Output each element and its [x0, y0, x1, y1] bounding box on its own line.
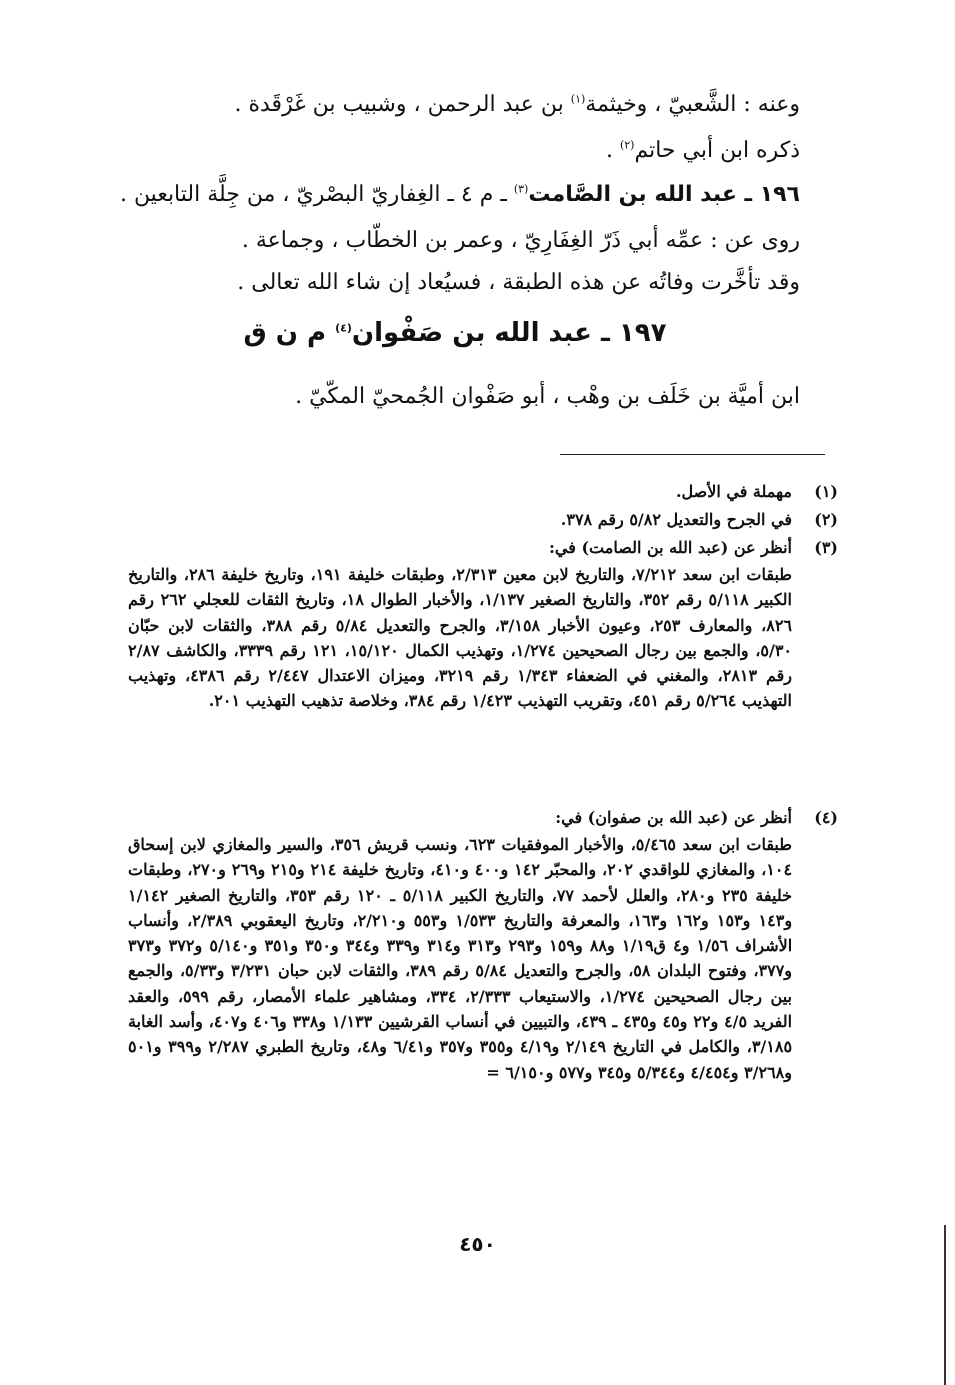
footnote-ref-4[interactable]: (٤)	[335, 321, 352, 335]
page-number: ٤٥٠	[459, 1232, 496, 1256]
footnote-1-number: (١)	[814, 482, 838, 501]
footnote-1-text: مهملة في الأصل.	[675, 482, 792, 501]
entry-197-codes: م ن ق	[243, 318, 327, 348]
footnote-2-number: (٢)	[814, 510, 838, 529]
footnote-4-body: طبقات ابن سعد ٥/٤٦٥، والأخبار الموفقيات ٦٢٣، ونسب قريش ٣٥٦، والسير والمغازي لابن إسحاق ١٠٤، والمغازي للواقدي ٢٠٢، والمحبّر ١٤٢ و٤٠٠ و٤١٠، وتاريخ خليفة ٢١٤ و٢١٥ و٢٦٩ و٢٧٠، وطبقات خليفة ٢٣٥ و٢٨٠، والعلل لأحمد ٧٧، والتاريخ الكبير ٥/١١٨ ـ ١٢٠ رقم ٣٥٣، والتاريخ الصغير ١/١٤٢ و١٤٣ و١٥٣ و١٦٢ و١٦٣، والمعرفة والتاريخ ١/٥٣٣ و٥٥٣ و٢/٢١٠، وتاريخ اليعقوبي ٢/٣٨٩، وأنساب الأشراف ١/٥٦ و٤ ق١/١٩ و٨٨ و١٥٩ و٢٩٣ و٣١٣ و٣١٤ و٣٣٩ و٣٤٤ و٣٥٠ و٣٥١ و٥/١٤٠ و٣٧٢ و٣٧٣ و٣٧٧، وفتوح البلدان ٥٨، والجرح والتعديل ٥/٨٤ رقم ٣٨٩، والثقات لابن حبان ٣/٢٣١ و٥/٣٣، والجمع بين رجال الصحيحين ١/٢٧٤، والاستيعاب ٢/٣٣٣، ٣٣٤، ومشاهير علماء الأمصار، رقم ٥٩٩، والعقد الفريد ٤/٥ و٢٢ و٤٥ و٤٣٥ ـ ٤٣٩، والتبيين في أنساب القرشيين ١/١٣٣ و٣٣٨ و٤٠٦ و٤٠٧، وأسد الغابة ٣/١٨٥، والكامل في التاريخ ٢/١٤٩ و٤/١٩ و٣٥٥ و٣٥٧ و٦/٤١ و٤٨، وتاريخ الطبري ٢/٢٨٧ و٣٩٩ و٥٠١ و٣/٢٦٨ و٤/٤٥٤ و٥/٣٤٤ و٣٤٥ و٥٧٧ و٦/١٥٠ =	[128, 835, 793, 1082]
line1-text: وعنه : الشَّعبيّ ، وخيثمة	[585, 92, 800, 117]
entry-197-heading	[110, 318, 800, 348]
footnote-4-text: أنظر عن (عبد الله بن صفوان) في:	[555, 808, 792, 827]
footnote-2	[128, 510, 838, 529]
line2-text: ذكره ابن أبي حاتم	[634, 138, 800, 163]
footnote-2-text: في الجرح والتعديل ٥/٨٢ رقم ٣٧٨.	[560, 510, 792, 529]
footnote-ref-2[interactable]: (٢)	[619, 138, 635, 152]
text-line-2	[100, 138, 800, 163]
footnote-ref-3[interactable]: (٣)	[513, 182, 529, 196]
footnote-3-text: أنظر عن (عبد الله بن الصامت) في:	[549, 538, 792, 557]
footnote-3-number: (٣)	[814, 538, 838, 557]
footnote-4	[128, 808, 838, 827]
text-line-5: وقد تأخَّرت وفاتُه عن هذه الطبقة ، فسيُعاد إن شاء الله تعالى .	[237, 270, 800, 295]
footnote-separator	[560, 454, 825, 455]
footnote-4-number: (٤)	[814, 808, 838, 827]
entry-196	[100, 182, 800, 207]
footnote-1	[128, 482, 838, 501]
text-line-1	[100, 92, 800, 117]
footnote-3	[128, 538, 838, 557]
text-line-4: روى عن : عمِّه أبي ذَرّ الغِفَارِيّ ، وعمر بن الخطّاب ، وجماعة .	[241, 228, 800, 253]
entry-196-rest: ـ م ٤ ـ الغِفاريّ البصْريّ ، من جِلَّة التابعين .	[119, 182, 507, 207]
entry-196-title: ١٩٦ ـ عبد الله بن الصَّامت	[528, 182, 800, 207]
text-line-7: ابن أميَّة بن خَلَف بن وهْب ، أبو صَفْوان الجُمحيّ المكّيّ .	[295, 384, 800, 409]
line2-rest: .	[605, 138, 613, 163]
footnote-ref-1[interactable]: (١)	[570, 92, 586, 106]
footnote-3-body: طبقات ابن سعد ٧/٢١٢، والتاريخ لابن معين ٢/٣١٣، وطبقات خليفة ١٩١، وتاريخ خليفة ٢٨٦، والتاريخ الكبير ٥/١١٨ رقم ٣٥٢، والتاريخ الصغير ١/١٣٧، والأخبار الطوال ١٨، وتاريخ الثقات للعجلي ٢٦٢ رقم ٨٢٦، والمعارف ٢٥٣، وعيون الأخبار ٣/١٥٨، والجرح والتعديل ٥/٨٤ رقم ٣٨٨، والثقات لابن حبّان ٥/٣٠، والجمع بين رجال الصحيحين ١/٢٧٤، وتهذيب الكمال ١٥/١٢٠، ١٢١ رقم ٣٣٣٩، والكاشف ٢/٨٧ رقم ٢٨١٣، والمغني في الضعفاء ١/٣٤٣ رقم ٣٢١٩، وميزان الاعتدال ٢/٤٤٧ رقم ٤٣٨٦، وتهذيب التهذيب ٥/٢٦٤ رقم ٤٥١، وتقريب التهذيب ١/٤٢٣ رقم ٣٨٤، وخلاصة تذهيب التهذيب ٢٠١.	[128, 565, 793, 711]
entry-197-title: ١٩٧ ـ عبد الله بن صَفْوان	[351, 318, 667, 348]
line1-rest: بن عبد الرحمن ، وشبيب بن غَرْقَدة .	[234, 92, 564, 117]
